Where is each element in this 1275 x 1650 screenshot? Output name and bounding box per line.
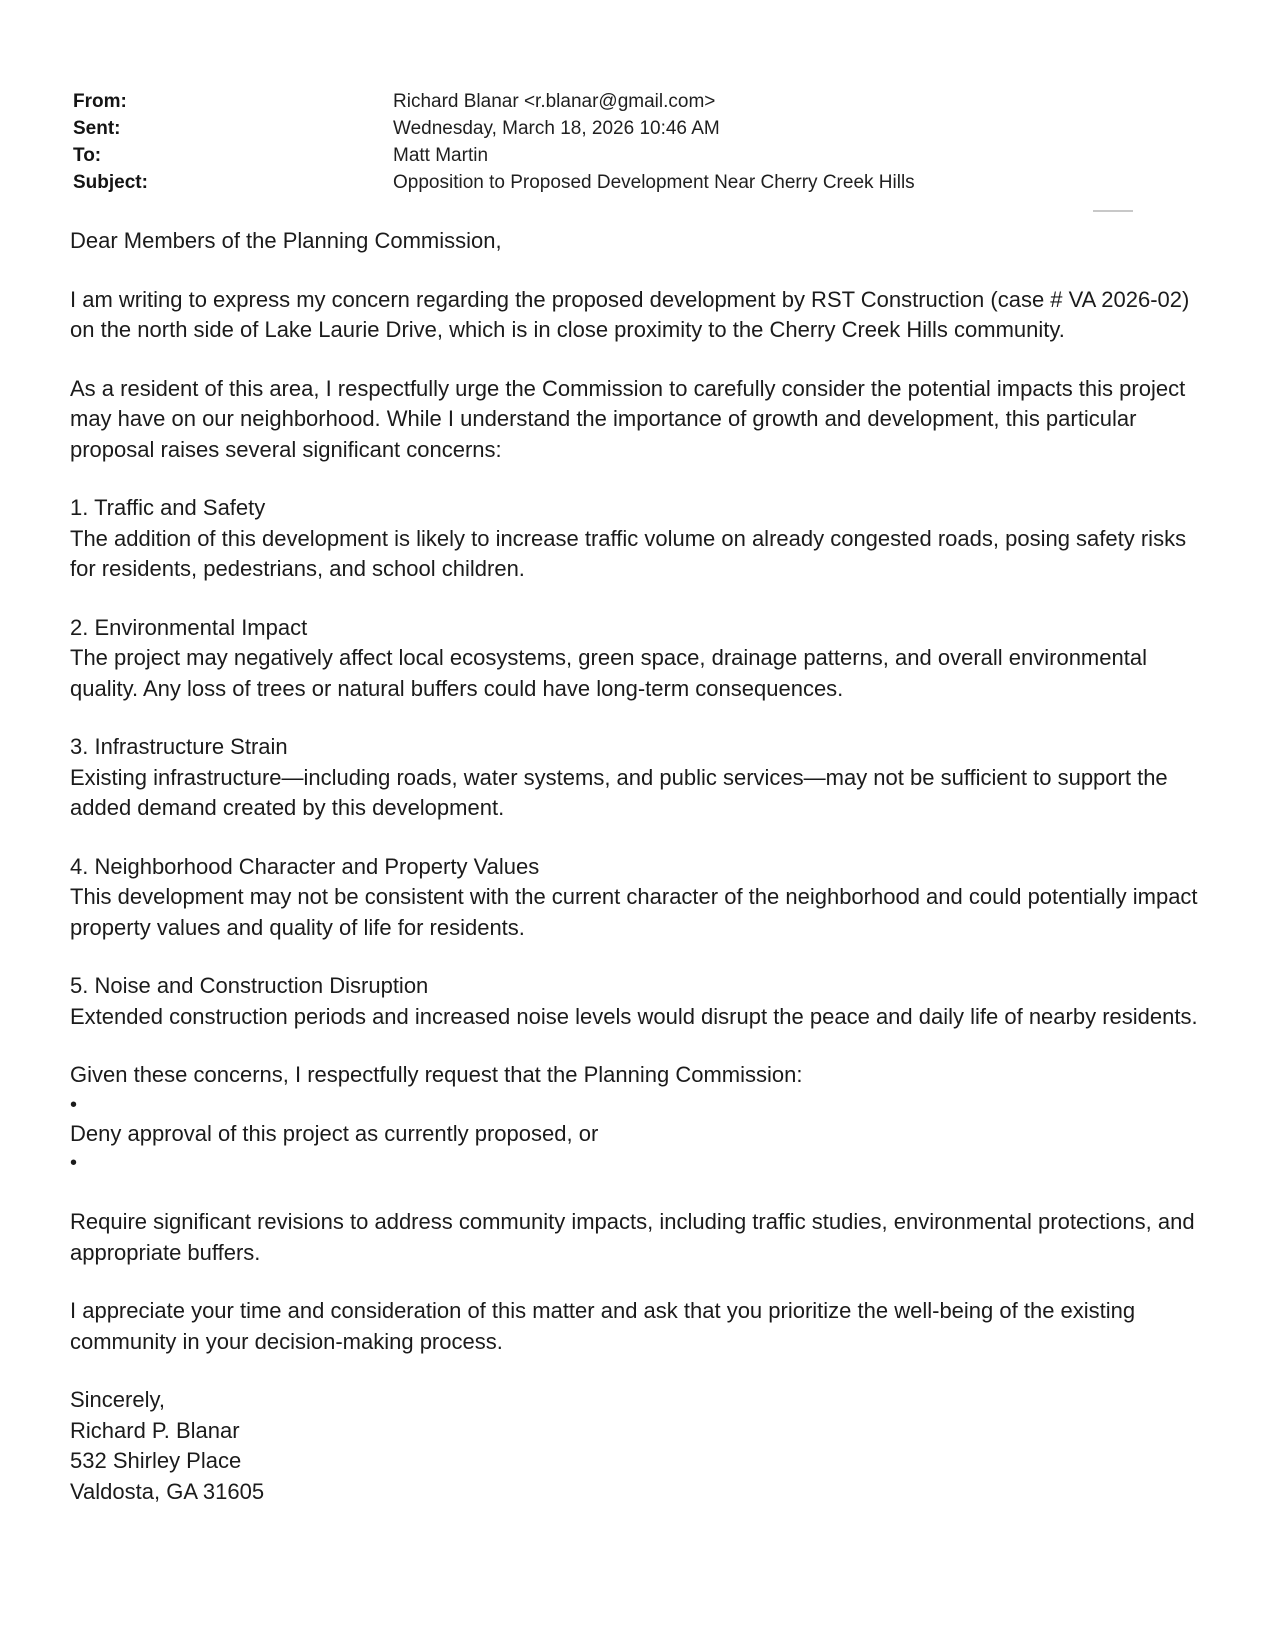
request-text: Deny approval of this project as currently proposed, or — [70, 1120, 599, 1146]
concern-heading: 1. Traffic and Safety — [70, 495, 266, 520]
list-item — [70, 1091, 1200, 1150]
concern-item — [70, 971, 1200, 1032]
closing-paragraph: I appreciate your time and consideration of this matter and ask that you prioritize the well-being of the existing community in your decision-making process. — [70, 1298, 1136, 1354]
concern-item — [70, 852, 1200, 944]
sign-off: Sincerely, — [70, 1387, 165, 1412]
from-label: From: — [73, 91, 127, 112]
bullet-icon: • — [70, 1152, 78, 1174]
to-label: To: — [73, 145, 102, 166]
concern-heading: 4. Neighborhood Character and Property Values — [70, 853, 540, 879]
concern-text: The addition of this development is likely to increase traffic volume on already congested roads, posing safety risks for residents, pedestrians, and school children. — [70, 525, 1187, 581]
email-header — [73, 88, 915, 196]
sent-value: Wednesday, March 18, 2026 10:46 AM — [393, 118, 720, 139]
address-line-2: Valdosta, GA 31605 — [70, 1478, 265, 1504]
signer-name: Richard P. Blanar — [70, 1417, 240, 1443]
salutation: Dear Members of the Planning Commission, — [70, 228, 502, 253]
address-line-1: 532 Shirley Place — [70, 1448, 242, 1473]
subject-value: Opposition to Proposed Development Near Cherry Creek Hills — [393, 172, 915, 193]
list-item — [70, 1149, 1200, 1268]
concern-text: This development may not be consistent with the current character of the neighborhood and could potentially impact property values and quality of life for residents. — [70, 884, 1198, 940]
concern-text: Extended construction periods and increased noise levels would disrupt the peace and daily life of nearby residents. — [70, 1003, 1198, 1029]
sent-row — [73, 115, 915, 142]
to-row — [73, 142, 915, 169]
concern-text: Existing infrastructure—including roads, water systems, and public services—may not be sufficient to support the added demand created by this development. — [70, 764, 1168, 820]
sent-label: Sent: — [73, 118, 121, 139]
from-value: Richard Blanar <r.blanar@gmail.com> — [393, 91, 716, 112]
concern-heading: 5. Noise and Construction Disruption — [70, 973, 429, 998]
scan-artifact-mark — [1093, 210, 1133, 212]
context-paragraph: As a resident of this area, I respectfully urge the Commission to carefully consider the potential impacts this project may have on our neighborhood. While I understand the importance of growth and development, this particular proposal raises several significant concerns: — [70, 375, 1186, 462]
concern-item — [70, 493, 1200, 585]
concern-item — [70, 613, 1200, 705]
concern-item — [70, 732, 1200, 824]
subject-label: Subject: — [73, 172, 148, 193]
request-intro: Given these concerns, I respectfully request that the Planning Commission: — [70, 1062, 803, 1087]
subject-row — [73, 169, 915, 196]
signature-block — [70, 1385, 1200, 1507]
concern-text: The project may negatively affect local ecosystems, green space, drainage patterns, and overall environmental quality. Any loss of trees or natural buffers could have long-term consequences. — [70, 645, 1147, 701]
request-list — [70, 1091, 1200, 1269]
letter-body — [70, 226, 1200, 1507]
bullet-icon: • — [70, 1093, 78, 1116]
request-text: Require significant revisions to address community impacts, including traffic studies, environmental protections, and appropriate buffers. — [70, 1209, 1195, 1265]
concern-heading: 2. Environmental Impact — [70, 614, 308, 640]
to-value: Matt Martin — [393, 145, 489, 166]
concern-heading: 3. Infrastructure Strain — [70, 734, 288, 759]
intro-paragraph: I am writing to express my concern regarding the proposed development by RST Construction (case # VA 2026-02) on the north side of Lake Laurie Drive, which is in close proximity to the Cherry Creek Hills community. — [70, 286, 1190, 342]
from-row — [73, 88, 915, 115]
